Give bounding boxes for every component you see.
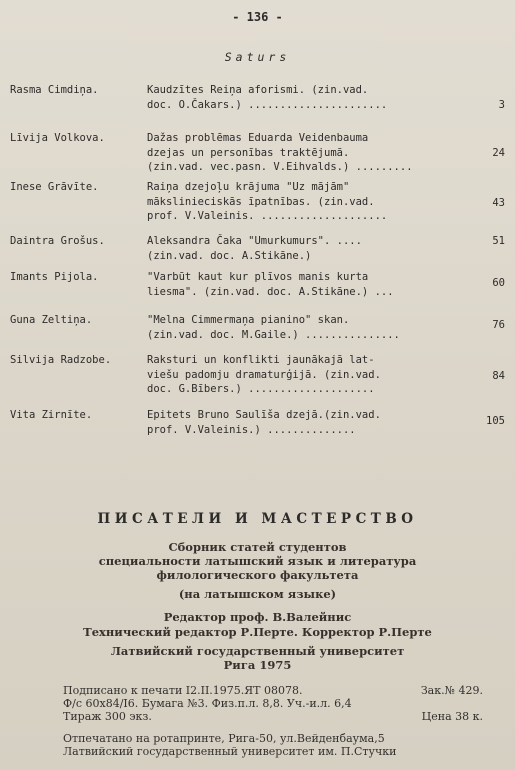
city-year-line: Рига 1975: [223, 658, 292, 672]
entry-title: [147, 313, 457, 342]
imprint-run: Тираж 300 экз.: [63, 710, 152, 723]
tech-editor-line: Технический редактор Р.Перте. Корректор Р.Перте: [83, 625, 432, 639]
entry-title-line: doc. O.Čakars.) ......................: [147, 98, 388, 111]
entry-title-line: Raksturi un konflikti jaunākajā lat-: [147, 354, 375, 366]
entry-title: [147, 131, 457, 175]
imprint-line: [63, 710, 483, 723]
entry-title-line: (zin.vad. vec.pasn. V.Eihvalds.) .........: [147, 161, 413, 173]
entry-title: [147, 408, 457, 437]
imprint-order: Зак.№ 429.: [420, 684, 483, 697]
entry-title-line: "Melna Cimmermaņa pianino" skan.: [147, 314, 350, 326]
entry-title-line: doc. G.Bībers.) ....................: [147, 383, 375, 395]
entry-title-line: Kaudzītes Reiņa aforismi. (zin.vad.: [147, 84, 369, 96]
subtitle-line: Сборник статей студентов: [168, 540, 347, 554]
entry-title-line: (zin.vad. doc. A.Stikāne.): [147, 249, 312, 262]
entry-page: 51: [492, 235, 505, 247]
imprint-signed: Подписано к печати I2.II.1975.ЯТ 08078.: [63, 684, 303, 697]
entry-title-line: (zin.vad. doc. M.Gaile.) ...............: [147, 328, 400, 341]
entry-title-line: Epitets Bruno Saulīša dzejā.(zin.vad.: [147, 409, 381, 421]
entry-title-line: Raiņa dzejoļu krājuma "Uz mājām": [147, 181, 350, 193]
subtitle-line: филологического факультета: [156, 568, 359, 582]
contents-heading: Saturs: [224, 50, 291, 64]
entry-title-line: viešu padomju dramaturģijā. (zin.vad.: [147, 368, 381, 381]
entry-page: 60: [492, 277, 505, 289]
book-title: ПИСАТЕЛИ И МАСТЕРСТВО: [97, 511, 418, 527]
imprint-line: Отпечатано на ротапринте, Рига-50, ул.Вейденбаума,5: [63, 732, 385, 745]
entry-page: 43: [492, 197, 505, 209]
entry-title-line: dzejas un personības traktējumā.: [147, 146, 350, 159]
page-number: - 136 -: [232, 10, 283, 24]
entry-title: [147, 270, 457, 299]
entry-author: Silvija Radzobe.: [10, 354, 112, 366]
imprint-line: [63, 684, 483, 697]
entry-page: 76: [492, 319, 505, 331]
entry-title: [147, 180, 457, 224]
entry-title-line: Dažas problēmas Eduarda Veidenbauma: [147, 132, 369, 144]
university-line: Латвийский государственный университет: [110, 644, 405, 658]
entry-title-line: liesma". (zin.vad. doc. A.Stikāne.) ...: [147, 285, 394, 298]
imprint-price: Цена 38 к.: [421, 710, 483, 723]
entry-title-line: "Varbūt kaut kur plīvos manis kurta: [147, 271, 369, 283]
entry-author: Guna Zeltiņa.: [10, 314, 93, 326]
entry-author: Vita Zirnīte.: [10, 409, 93, 421]
entry-page: 3: [498, 98, 505, 111]
entry-author: Līvija Volkova.: [10, 132, 105, 144]
entry-title: [147, 83, 457, 112]
entry-title: [147, 353, 457, 397]
entry-title-line: prof. V.Valeinis. ....................: [147, 210, 388, 222]
entry-title-line: prof. V.Valeinis.) ..............: [147, 423, 356, 436]
entry-page: 105: [486, 415, 505, 427]
entry-author: Daintra Grošus.: [10, 235, 105, 247]
entry-author: Inese Grāvīte.: [10, 181, 99, 193]
entry-author: Rasma Cimdiņa.: [10, 84, 99, 96]
entry-title-line: mākslinieciskās īpatnības. (zin.vad.: [147, 195, 375, 208]
entry-title-line: Aleksandra Čaka "Umurkumurs". ....: [147, 235, 362, 247]
subtitle-line: специальности латышский язык и литература: [98, 554, 417, 568]
entry-page: 84: [492, 370, 505, 382]
subtitle-line: (на латышском языке): [178, 587, 337, 601]
entry-page: 24: [492, 146, 505, 159]
imprint-line: Ф/с 60х84/I6. Бумага №3. Физ.п.л. 8,8. Уч.-и.л. 6,4: [63, 697, 352, 710]
editor-line: Редактор проф. В.Валейнис: [163, 610, 352, 624]
imprint-line: Латвийский государственный университет им. П.Стучки: [63, 745, 397, 758]
entry-title: [147, 234, 457, 263]
entry-author: Imants Pijola.: [10, 271, 99, 283]
